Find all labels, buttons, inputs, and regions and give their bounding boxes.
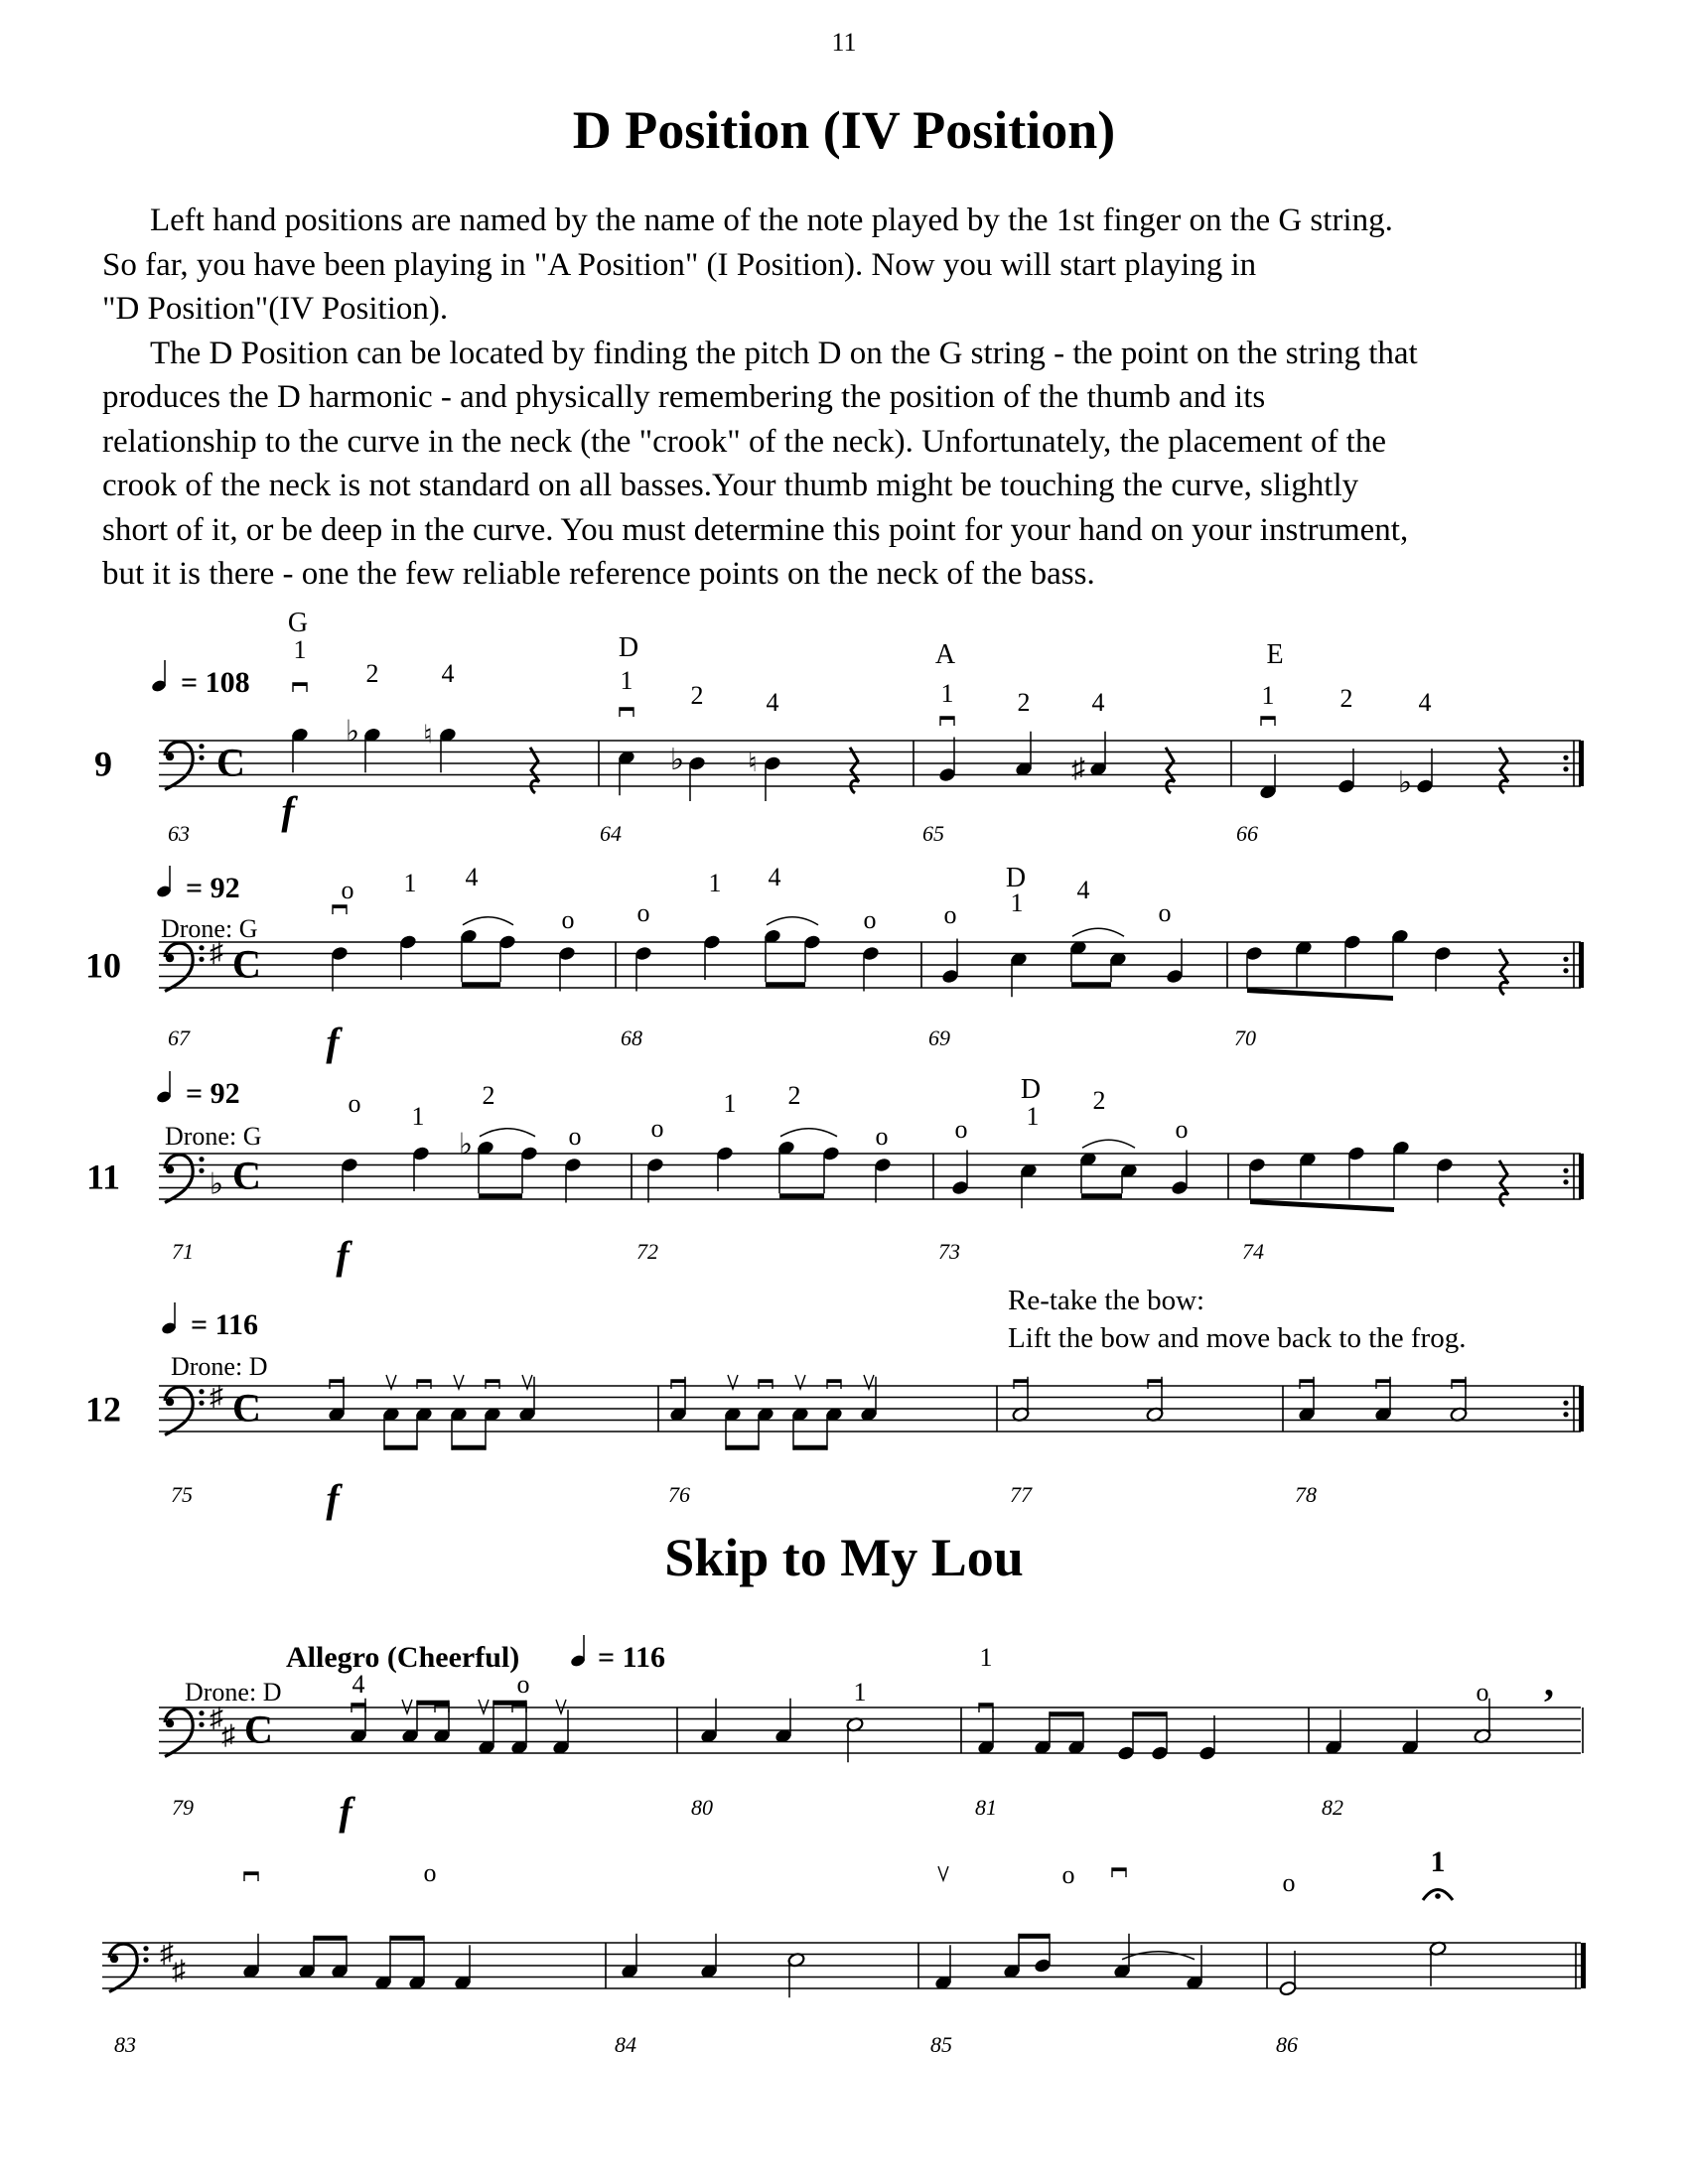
fingering-number: 2	[1017, 688, 1031, 717]
fingering-number: o	[636, 898, 650, 927]
down-bow-mark	[435, 1704, 449, 1706]
intro-line: "D Position"(IV Position).	[102, 291, 449, 327]
up-bow-mark	[556, 1700, 566, 1713]
fingering-number: 1	[940, 679, 954, 708]
fingering-number: 1	[708, 869, 722, 897]
intro-line: but it is there - one the few reliable reference points on the neck of the bass.	[102, 556, 1095, 592]
fermata	[1435, 1893, 1441, 1899]
fingering-number: o	[875, 1122, 889, 1151]
tempo-marking: = 92	[186, 872, 240, 904]
fingering-number: 1	[853, 1678, 867, 1706]
up-bow-mark	[402, 1700, 412, 1713]
fingering-number: 1	[1261, 681, 1275, 710]
measure-number: 71	[172, 1239, 194, 1264]
beam	[314, 1936, 347, 1941]
sharp-sign: ♯	[172, 1955, 186, 1986]
fingering-number: o	[423, 1858, 437, 1887]
bass-clef	[109, 1944, 137, 1991]
flat-sign: ♭	[1397, 766, 1413, 799]
fingering-number: 4	[1076, 876, 1090, 904]
down-bow-mark	[827, 1380, 841, 1383]
fingering-number: 4	[1418, 688, 1432, 717]
repeat-dot	[1563, 1412, 1568, 1417]
measure-number: 74	[1242, 1239, 1264, 1264]
breath-mark: ,	[1544, 1660, 1554, 1705]
tempo-text: Allegro (Cheerful)	[286, 1641, 520, 1674]
bass-clef	[199, 945, 204, 950]
dynamic-marking: f	[326, 1020, 340, 1064]
slur	[463, 917, 513, 925]
beam	[390, 1936, 424, 1941]
string-label: D	[1020, 1074, 1042, 1105]
down-bow-mark	[1452, 1380, 1466, 1383]
repeat-dot	[1563, 1179, 1568, 1184]
measure-number: 77	[1010, 1482, 1032, 1507]
down-bow-mark	[333, 905, 347, 908]
measure-number: 86	[1276, 2032, 1298, 2057]
sharp-sign: ♯	[210, 1381, 223, 1413]
up-bow-mark	[454, 1375, 464, 1389]
dynamic-marking: f	[336, 1233, 350, 1278]
measure-number: 64	[600, 821, 622, 846]
bass-clef	[166, 1165, 174, 1173]
final-barline	[1579, 942, 1584, 988]
natural-sign: ♮	[423, 720, 433, 750]
string-label: G	[287, 608, 309, 638]
slur	[1122, 1952, 1195, 1960]
fingering-number: 4	[352, 1670, 365, 1699]
fingering-number: 1	[723, 1089, 737, 1118]
measure-number: 68	[621, 1025, 642, 1050]
bass-clef	[165, 1155, 193, 1202]
down-bow-mark	[512, 1704, 526, 1706]
down-bow-mark	[671, 1380, 685, 1383]
flat-sign: ♭	[209, 1167, 224, 1201]
sharp-sign: ♯	[160, 1938, 174, 1970]
measure-number: 66	[1236, 821, 1258, 846]
repeat-dot	[1563, 968, 1568, 973]
fingering-number: o	[943, 900, 957, 929]
tempo-marking: = 116	[191, 1308, 258, 1341]
up-bow-mark	[386, 1375, 396, 1389]
measure-number: 75	[171, 1482, 193, 1507]
final-barline	[1579, 741, 1584, 786]
fingering-number: 1	[1010, 888, 1024, 917]
measure-number: 70	[1234, 1025, 1256, 1050]
beam	[766, 982, 805, 987]
music-notation	[85, 608, 1586, 2057]
bass-clef	[165, 1708, 193, 1756]
intro-line: short of it, or be deep in the curve. You must determine this point for your hand on your instrument,	[102, 511, 1409, 548]
string-label: E	[1266, 639, 1284, 670]
fingering-number: o	[1476, 1678, 1489, 1706]
down-bow-mark	[620, 708, 633, 711]
measure-number: 63	[168, 821, 190, 846]
fingering-number: o	[341, 876, 354, 904]
beam	[1133, 1711, 1167, 1716]
page-title: D Position (IV Position)	[572, 100, 1116, 160]
measure-number: 81	[975, 1795, 997, 1820]
repeat-dot	[1563, 1168, 1568, 1173]
time-signature: C	[232, 941, 261, 987]
fingering-number: 1	[1430, 1845, 1446, 1878]
fingering-number: o	[348, 1089, 361, 1118]
intro-line: So far, you have been playing in "A Position" (I Position). Now you will start playing in	[102, 246, 1257, 283]
bass-clef	[166, 1719, 174, 1727]
down-bow-mark	[1112, 1868, 1126, 1871]
fingering-number: 2	[1092, 1086, 1106, 1115]
beam	[1071, 982, 1111, 987]
intro-line: crook of the neck is not standard on all basses.Your thumb might be touching the curve, slightly	[102, 468, 1359, 503]
fingering-number: 2	[1339, 684, 1353, 713]
measure-number: 80	[691, 1795, 713, 1820]
fingering-number: o	[516, 1670, 530, 1699]
beam	[779, 1193, 824, 1198]
measure-number: 73	[938, 1239, 960, 1264]
slur	[480, 1129, 535, 1137]
up-bow-mark	[728, 1375, 738, 1389]
drone-label: Drone: G	[165, 1122, 262, 1151]
beam	[479, 1193, 522, 1198]
bass-clef	[165, 1387, 193, 1434]
down-bow-mark	[759, 1380, 773, 1383]
intro-line: produces the D harmonic - and physically remembering the position of the thumb and its	[102, 379, 1266, 415]
down-bow-mark	[1261, 717, 1275, 720]
beam	[1050, 1711, 1083, 1716]
measure-number: 76	[668, 1482, 690, 1507]
sharp-sign: ♯	[221, 1719, 235, 1751]
bass-clef	[199, 755, 204, 760]
song-title: Skip to My Lou	[664, 1528, 1024, 1587]
fingering-number: 1	[620, 666, 633, 695]
time-signature: C	[244, 1706, 273, 1752]
up-bow-mark	[795, 1375, 805, 1389]
bass-clef	[199, 1401, 204, 1406]
measure-number: 79	[172, 1795, 194, 1820]
fingering-number: o	[561, 905, 575, 934]
measure-number: 67	[168, 1025, 190, 1050]
bass-clef	[166, 752, 174, 760]
intro-line: Left hand positions are named by the name of the note played by the 1st finger on the G string.	[150, 203, 1393, 238]
down-bow-mark	[244, 1872, 258, 1875]
beam	[1250, 1199, 1394, 1212]
measure-number: 78	[1295, 1482, 1317, 1507]
slur	[1082, 1140, 1135, 1148]
drone-label: Drone: G	[161, 914, 258, 943]
fingering-number: o	[954, 1115, 968, 1144]
exercise-number: 10	[85, 945, 121, 986]
intro-line: The D Position can be located by finding the pitch D on the G string - the point on the string that	[150, 335, 1418, 371]
string-label: A	[934, 639, 956, 670]
fingering-number: 4	[441, 659, 455, 688]
fingering-number: 2	[365, 659, 379, 688]
fingering-number: o	[1175, 1115, 1189, 1144]
measure-number: 83	[114, 2032, 136, 2057]
bass-clef	[199, 1722, 204, 1727]
drone-label: Drone: D	[185, 1678, 282, 1706]
page-number: 11	[831, 28, 857, 57]
bass-clef	[199, 1710, 204, 1715]
fingering-number: o	[1282, 1868, 1296, 1897]
down-bow-mark	[1014, 1380, 1028, 1383]
fingering-number: 1	[1026, 1102, 1040, 1131]
bass-clef	[199, 1157, 204, 1161]
up-bow-mark	[864, 1375, 874, 1389]
final-barline	[1579, 1154, 1584, 1199]
fingering-number: 1	[411, 1102, 425, 1131]
down-bow-mark	[352, 1704, 365, 1706]
bass-clef	[199, 744, 204, 749]
fingering-number: 4	[766, 688, 779, 717]
fingering-number: 1	[293, 635, 307, 664]
slur	[1072, 928, 1124, 936]
slur	[767, 917, 818, 925]
fingering-number: 4	[768, 863, 781, 891]
beam	[462, 982, 500, 987]
time-signature: C	[232, 1153, 261, 1198]
repeat-dot	[1563, 957, 1568, 962]
sharp-sign: ♯	[1071, 752, 1085, 784]
fingering-number: o	[1158, 898, 1172, 927]
flat-sign: ♭	[458, 1128, 474, 1161]
exercise-number: 9	[94, 744, 112, 784]
fingering-number: o	[650, 1114, 664, 1143]
measure-number: 85	[930, 2032, 952, 2057]
down-bow-mark	[1376, 1380, 1390, 1383]
bass-clef	[110, 1955, 118, 1963]
fingering-number: o	[568, 1122, 582, 1151]
exercise-number: 12	[85, 1389, 121, 1430]
sharp-sign: ♯	[210, 937, 223, 969]
beam	[452, 1445, 486, 1450]
bass-clef	[166, 1398, 174, 1406]
string-label: D	[1005, 863, 1027, 893]
down-bow-mark	[330, 1380, 344, 1383]
up-bow-mark	[522, 1375, 532, 1389]
tempo-marking: = 92	[186, 1077, 240, 1110]
bass-clef	[143, 1958, 148, 1963]
fingering-number: 4	[1091, 688, 1105, 717]
final-barline	[1579, 1386, 1584, 1432]
fingering-number: o	[863, 905, 877, 934]
fingering-number: 4	[465, 863, 479, 891]
dynamic-marking: f	[281, 788, 295, 833]
bass-clef	[165, 742, 193, 789]
intro-line: relationship to the curve in the neck (the "crook" of the neck). Unfortunately, the placement of the	[102, 423, 1386, 460]
down-bow-mark	[486, 1380, 499, 1383]
bass-clef	[199, 957, 204, 962]
flat-sign: ♭	[669, 744, 685, 776]
time-signature: C	[216, 740, 245, 785]
measure-number: 65	[922, 821, 944, 846]
beam	[384, 1445, 417, 1450]
bass-clef	[199, 1168, 204, 1173]
fingering-number: 2	[787, 1081, 801, 1110]
repeat-dot	[1563, 1401, 1568, 1406]
dynamic-marking: f	[339, 1789, 352, 1834]
measure-number: 82	[1322, 1795, 1343, 1820]
down-bow-mark	[417, 1380, 431, 1383]
annotation-text: Lift the bow and move back to the frog.	[1008, 1322, 1467, 1354]
flat-sign: ♭	[345, 715, 360, 749]
beam	[1247, 988, 1393, 1001]
beam	[1019, 1934, 1050, 1939]
fingering-number: 1	[403, 869, 417, 897]
fingering-number: o	[1061, 1860, 1075, 1889]
string-label: D	[618, 632, 639, 663]
exercise-number: 11	[85, 1157, 121, 1197]
drone-label: Drone: D	[171, 1352, 268, 1381]
repeat-dot	[1563, 755, 1568, 760]
measure-number: 72	[636, 1239, 658, 1264]
sharp-sign: ♯	[210, 1703, 223, 1734]
final-barline	[1581, 1943, 1586, 1988]
up-bow-mark	[479, 1700, 489, 1713]
tempo-marking: = 116	[598, 1641, 665, 1674]
beam	[793, 1445, 827, 1450]
fingering-number: 2	[482, 1081, 495, 1110]
down-bow-mark	[979, 1704, 993, 1706]
beam	[1081, 1193, 1122, 1198]
up-bow-mark	[938, 1866, 948, 1880]
bass-clef	[143, 1946, 148, 1951]
time-signature: C	[232, 1385, 261, 1431]
fingering-number: 2	[690, 681, 704, 710]
dynamic-marking: f	[326, 1476, 340, 1521]
natural-sign: ♮	[748, 749, 758, 777]
bass-clef	[199, 1389, 204, 1394]
measure-number: 69	[928, 1025, 950, 1050]
beam	[726, 1445, 759, 1450]
down-bow-mark	[940, 717, 954, 720]
down-bow-mark	[1300, 1380, 1314, 1383]
down-bow-mark	[293, 683, 307, 686]
bass-clef	[165, 943, 193, 991]
annotation-text: Re-take the bow:	[1008, 1285, 1205, 1316]
repeat-dot	[1563, 766, 1568, 771]
tempo-marking: = 108	[181, 666, 250, 699]
down-bow-mark	[1148, 1380, 1162, 1383]
bass-clef	[166, 954, 174, 962]
fingering-number: 1	[979, 1643, 993, 1672]
measure-number: 84	[615, 2032, 636, 2057]
slur	[780, 1129, 837, 1137]
